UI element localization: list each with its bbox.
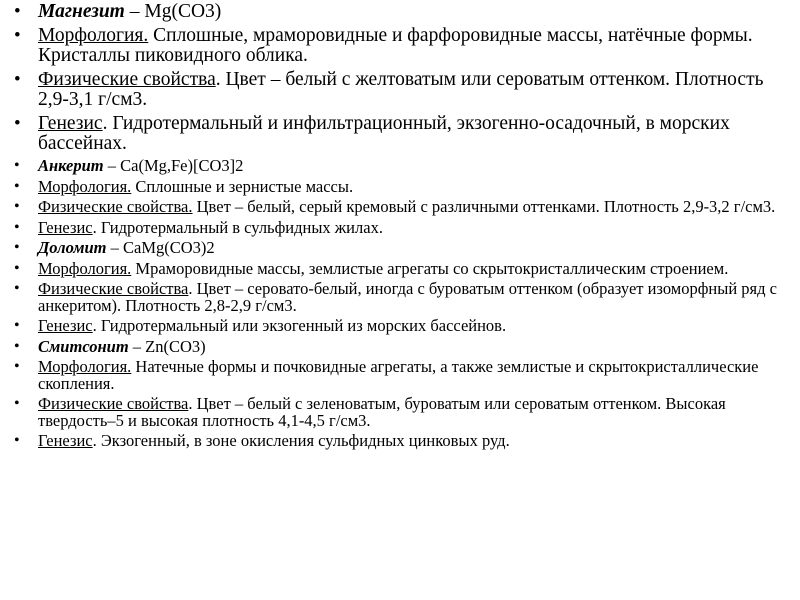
bullet-icon: • xyxy=(14,157,20,174)
bullet-icon: • xyxy=(14,198,20,215)
property-text: . Цвет – белый с желтоватым или сероватым оттенком. Плотность 2,9-3,1 г/см3. xyxy=(38,69,764,110)
property-text: . Экзогенный, в зоне окисления сульфидных цинковых руд. xyxy=(92,431,510,450)
bullet-icon: • xyxy=(14,358,20,375)
mineral-name: Анкерит xyxy=(38,156,104,175)
bullet-icon: • xyxy=(14,69,21,90)
bullet-icon: • xyxy=(14,280,20,297)
genesis-item xyxy=(14,217,790,237)
bullet-icon: • xyxy=(14,259,20,277)
property-text: . Гидротермальный или экзогенный из морских бассейнов. xyxy=(92,316,507,335)
mineral-heading-smithsonite xyxy=(14,336,790,356)
mineral-heading-dolomite xyxy=(14,240,790,257)
morphology-item xyxy=(14,359,790,392)
property-label: Морфология. xyxy=(38,25,149,46)
morphology-item xyxy=(14,176,790,196)
bullet-icon: • xyxy=(14,1,21,22)
property-text: Цвет – белый, серый кремовый с различными оттенками. Плотность 2,9-3,2 г/см3. xyxy=(192,197,776,216)
property-label: Морфология. xyxy=(38,176,132,196)
property-text: . Гидротермальный в сульфидных жилах. xyxy=(92,217,383,237)
genesis-item xyxy=(14,114,790,154)
bullet-icon: • xyxy=(14,25,21,46)
bullet-icon: • xyxy=(14,432,20,449)
property-label: Генезис xyxy=(38,316,93,335)
morphology-item xyxy=(14,26,790,66)
property-text: Сплошные и зернистые массы. xyxy=(131,176,354,196)
bullet-icon: • xyxy=(14,395,20,412)
bullet-icon: • xyxy=(14,113,21,134)
bullet-icon: • xyxy=(14,239,20,256)
property-text: Мраморовидные массы, землистые агрегаты со скрытокристаллическим строением. xyxy=(131,258,729,278)
property-label: Морфология. xyxy=(38,258,132,278)
property-label: Генезис xyxy=(38,431,93,450)
mineral-formula: – Ca(Mg,Fe)[CO3]2 xyxy=(103,156,244,175)
physical-properties-item xyxy=(14,70,790,110)
physical-properties-item xyxy=(14,199,790,216)
property-text: . Цвет – белый с зеленоватым, буроватым или сероватым оттенком. Высокая твердость–5 и высокая плотность 4,1-4,5 г/см3. xyxy=(38,394,726,430)
bullet-icon: • xyxy=(14,317,20,334)
physical-properties-item xyxy=(14,396,790,429)
property-label: Физические свойства xyxy=(38,394,189,413)
genesis-item xyxy=(14,433,790,450)
mineral-name: Смитсонит xyxy=(38,336,129,356)
mineral-formula: – Mg(CO3) xyxy=(124,1,222,22)
mineral-formula: – Zn(CO3) xyxy=(128,336,206,356)
property-label: Генезис xyxy=(38,113,103,134)
property-label: Генезис xyxy=(38,217,93,237)
property-text: Сплошные, мраморовидные и фарфоровидные массы, натёчные формы. Кристаллы пиковидного облика. xyxy=(38,25,753,66)
bullet-list xyxy=(14,2,790,454)
property-text: . Цвет – серовато-белый, иногда с буроватым оттенком (образует изоморфный ряд с анкеритом). Плотность 2,8-2,9 г/см3. xyxy=(38,279,777,315)
mineral-formula: – CaMg(CO3)2 xyxy=(106,238,215,257)
mineral-name: Магнезит xyxy=(38,1,125,22)
property-label: Физические свойства xyxy=(38,279,189,298)
mineral-heading-magnesite xyxy=(14,2,790,22)
mineral-heading-ankerite xyxy=(14,158,790,175)
bullet-icon: • xyxy=(14,177,20,195)
bullet-icon: • xyxy=(14,337,20,355)
bullet-icon: • xyxy=(14,218,20,236)
mineral-name: Доломит xyxy=(38,238,107,257)
genesis-item xyxy=(14,318,790,335)
property-text: Натечные формы и почковидные агрегаты, а также землистые и скрытокристаллические скопления. xyxy=(38,357,759,393)
property-text: . Гидротермальный и инфильтрационный, экзогенно-осадочный, в морских бассейнах. xyxy=(38,113,730,154)
morphology-item xyxy=(14,258,790,278)
property-label: Морфология. xyxy=(38,357,132,376)
physical-properties-item xyxy=(14,281,790,314)
property-label: Физические свойства. xyxy=(38,197,193,216)
property-label: Физические свойства xyxy=(38,69,216,90)
